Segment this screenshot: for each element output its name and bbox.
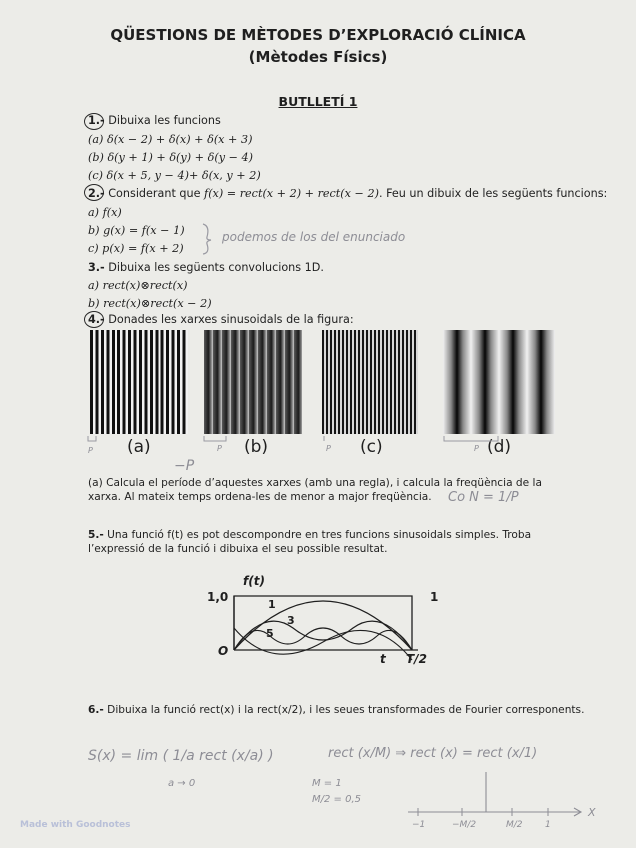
- axis-label-m-half: M/2: [506, 820, 523, 830]
- period-mark-c: P: [326, 444, 331, 453]
- q5-right-value: 1: [430, 590, 439, 604]
- q5-curve-label-1: 1: [268, 598, 276, 611]
- period-mark-b: P: [217, 444, 222, 453]
- handwritten-m-value: M = 1: [312, 778, 342, 789]
- handwritten-rect-formula: rect (x/M) ⇒ rect (x) = rect (x/1): [328, 746, 538, 761]
- grating-d-image: [443, 330, 555, 434]
- period-mark-d: P: [474, 444, 479, 453]
- q5-curve-label-5: 5: [266, 627, 274, 640]
- q2-heading: 2.- Considerant que f(x) = rect(x + 2) + rect(x − 2). Feu un dibuix de les següents funcions:: [88, 187, 608, 200]
- handwritten-m-half: M/2 = 0,5: [312, 794, 361, 805]
- goodnotes-watermark: Made with Goodnotes: [20, 820, 131, 830]
- q3-item-b: b) rect(x)⊗rect(x − 2): [88, 297, 212, 310]
- handwritten-brace: [200, 222, 214, 256]
- grating-a-image: [90, 330, 188, 434]
- q6-text: 6.- Dibuixa la funció rect(x) i la rect(x/2), i les seues transformades de Fourier corresponents.: [88, 704, 585, 716]
- q5-paragraph: 5.- Una funció f(t) es pot descompondre en tres funcions sinusoidals simples. Troba l’expressió de la funció i dibuixa el seu possible resultat.: [88, 529, 532, 555]
- handwritten-delta-limit: S(x) = lim ( 1/a rect (x/a) ): [88, 748, 274, 764]
- q2-handwritten-note: podemos de los del enunciado: [222, 230, 406, 244]
- q1-item-b: (b) δ(y + 1) + δ(y) + δ(y − 4): [88, 151, 253, 164]
- period-mark-minus: −P: [174, 458, 195, 474]
- q1-item-c: (c) δ(x + 5, y − 4)+ δ(x, y + 2): [88, 169, 261, 182]
- bulletin-heading: BUTLLETÍ 1: [278, 94, 358, 109]
- q2-item-a: a) f(x): [88, 206, 122, 219]
- q1-item-a: (a) δ(x − 2) + δ(x) + δ(x + 3): [88, 133, 253, 146]
- q3-item-a: a) rect(x)⊗rect(x): [88, 279, 188, 292]
- grating-b-image: [204, 330, 302, 434]
- page-subtitle: (Mètodes Físics): [248, 48, 388, 66]
- q4-paragraph: (a) Calcula el període d’aquestes xarxes (amb una regla), i calcula la freqüència de la xarxa. Al mateix temps ordena-les de menor a major freqüència.: [88, 477, 542, 503]
- q2-item-b: b) g(x) = f(x − 1): [88, 224, 185, 237]
- q5-y-value: 1,0: [207, 590, 229, 604]
- axis-label-minus-m-half: −M/2: [452, 820, 477, 830]
- q4-heading: 4.- Donades les xarxes sinusoidals de la figura:: [88, 313, 354, 326]
- handwritten-axis-sketch: [404, 770, 594, 820]
- handwritten-limit-sub: a → 0: [168, 778, 196, 789]
- q5-origin: O: [218, 644, 229, 658]
- period-mark-a: P: [88, 446, 93, 455]
- q4-handwritten-formula: Co N = 1/P: [448, 490, 519, 505]
- q5-ylabel: f(t): [243, 574, 265, 588]
- page-title: QÜESTIONS DE MÈTODES D’EXPLORACIÓ CLÍNICA: [110, 26, 526, 44]
- q1-heading: 1.- Dibuixa les funcions: [88, 114, 221, 127]
- grating-c-image: [322, 330, 418, 434]
- axis-label-minus-1: −1: [412, 820, 426, 830]
- q5-curve-label-3: 3: [287, 614, 295, 627]
- axis-label-1: 1: [545, 820, 551, 830]
- grating-b-label: (b): [244, 437, 269, 457]
- grating-c-label: (c): [360, 437, 383, 457]
- q5-x-value: T/2: [406, 652, 427, 666]
- q2-item-c: c) p(x) = f(x + 2): [88, 242, 184, 255]
- q3-heading: 3.- Dibuixa les següents convolucions 1D.: [88, 261, 324, 274]
- grating-a-label: (a): [127, 437, 151, 457]
- axis-label-x: X: [588, 806, 596, 819]
- q5-xlabel: t: [380, 652, 386, 666]
- grating-d-label: (d): [487, 437, 512, 457]
